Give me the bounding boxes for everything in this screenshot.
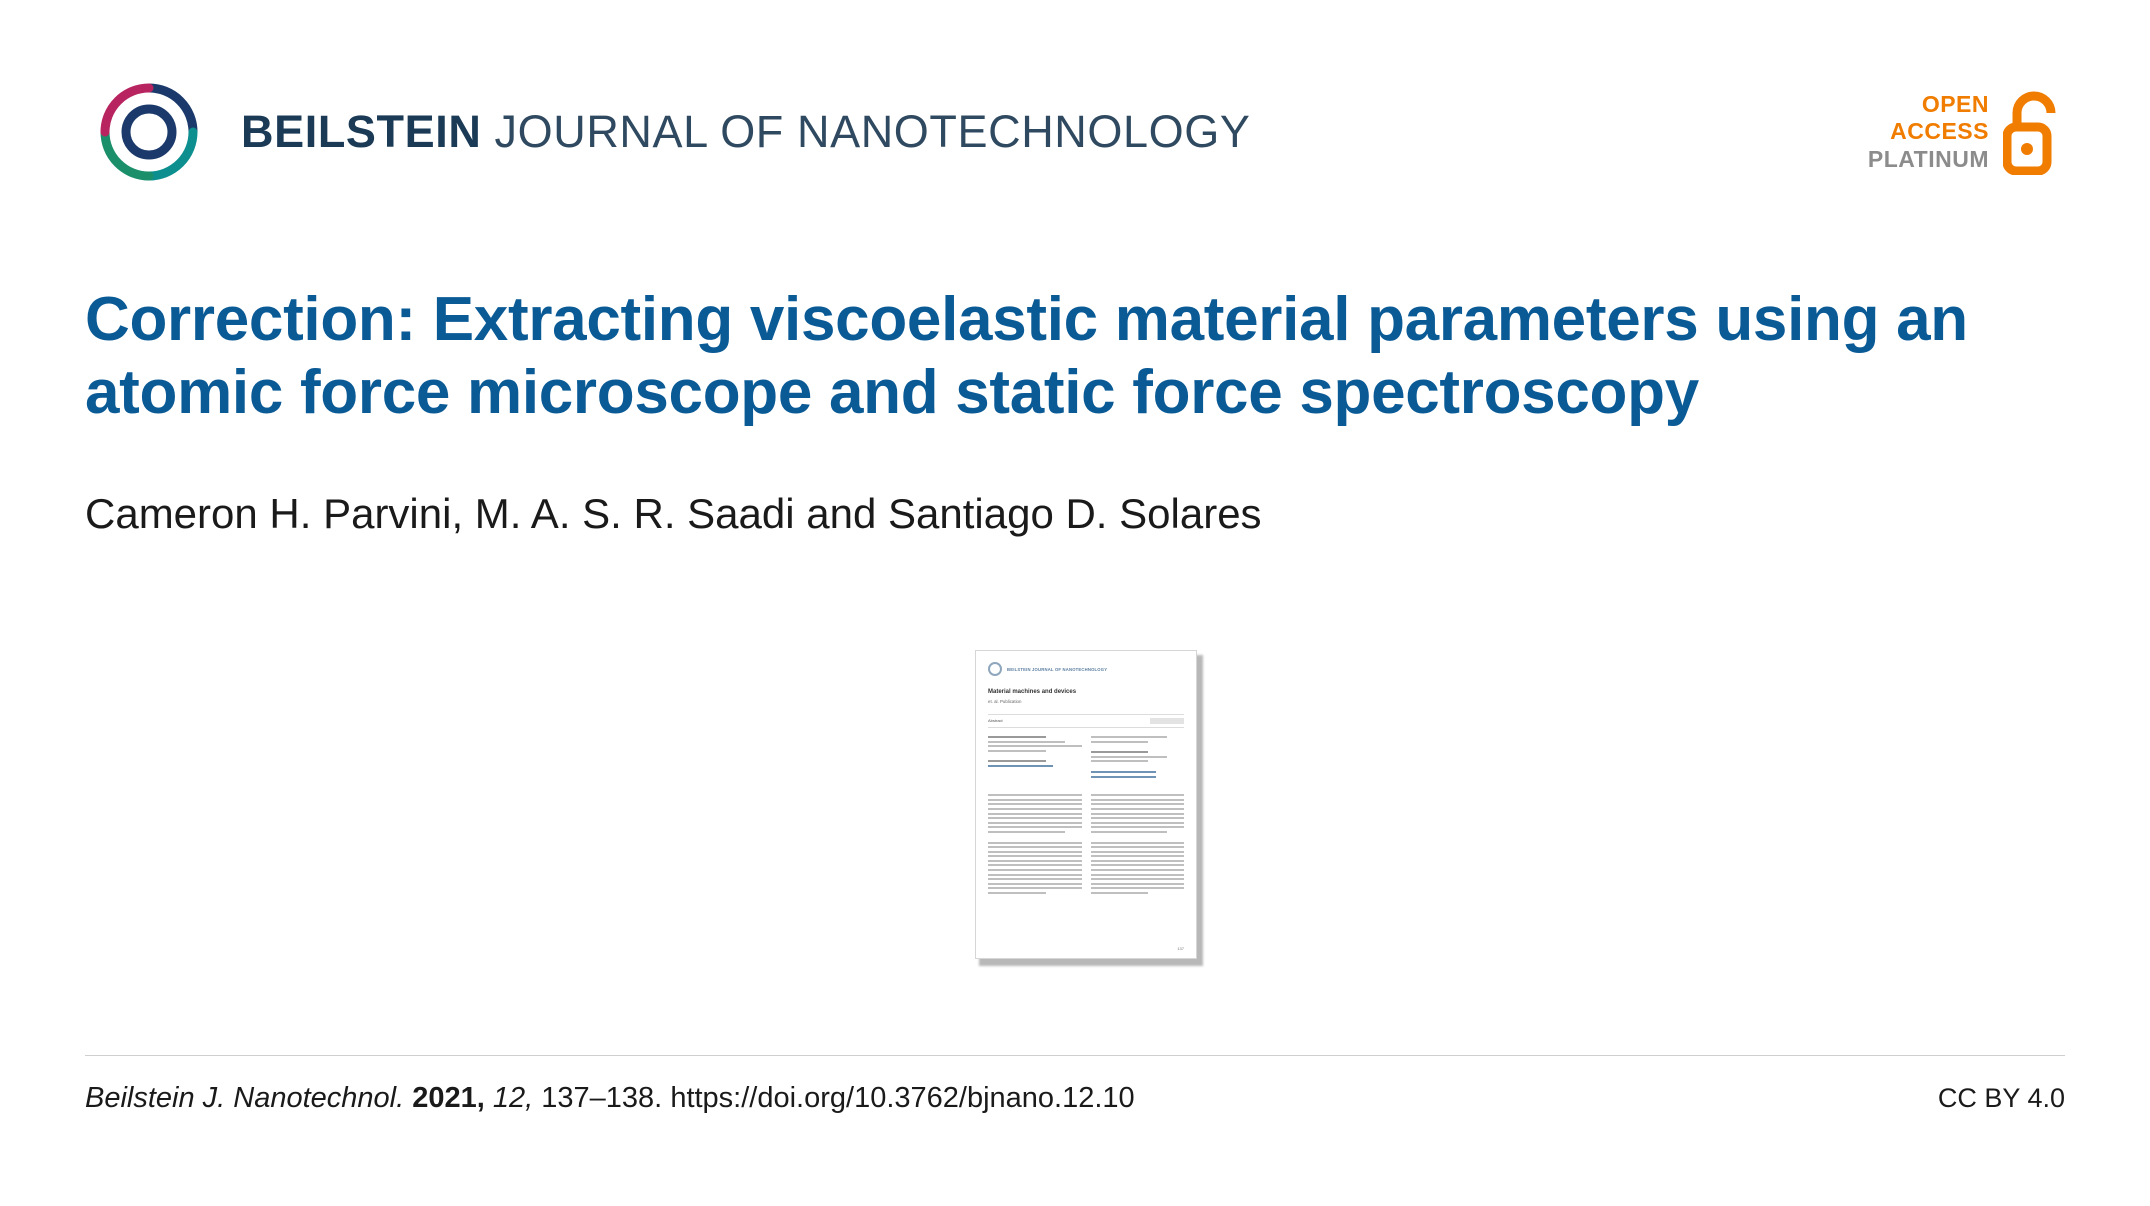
open-access-line2: ACCESS — [1890, 118, 1989, 145]
thumbnail-meta-chip — [1150, 718, 1184, 724]
thumbnail-page-number: 137 — [1177, 946, 1184, 951]
open-access-text — [1868, 91, 1989, 172]
open-access-badge — [1868, 86, 2065, 178]
thumbnail-header — [988, 661, 1184, 677]
thumbnail-logo-text: BEILSTEIN JOURNAL OF NANOTECHNOLOGY — [1007, 666, 1108, 672]
thumbnail-meta-columns — [988, 736, 1184, 780]
citation-journal: Beilstein J. Nanotechnol. — [85, 1082, 405, 1114]
license-label: CC BY 4.0 — [1937, 1083, 2065, 1113]
page-header — [85, 72, 2065, 192]
thumbnail-body-col-left — [988, 794, 1082, 896]
citation-doi-link[interactable]: https://doi.org/10.3762/bjnano.12.10 — [670, 1082, 1135, 1114]
thumbnail-meta-label: Abstract — [988, 718, 1003, 723]
journal-brand — [85, 72, 1250, 192]
open-access-line1: OPEN — [1921, 91, 1989, 118]
thumbnail-meta-col-left — [988, 736, 1082, 780]
citation-line — [85, 1082, 1135, 1115]
open-lock-icon — [2003, 89, 2065, 175]
thumbnail-page — [975, 650, 1197, 959]
open-access-line3: PLATINUM — [1867, 145, 1989, 172]
thumbnail-logo-icon — [988, 662, 1002, 676]
thumbnail-body-col-right — [1091, 794, 1185, 896]
journal-title-bold: BEILSTEIN — [241, 106, 482, 157]
thumbnail-meta-col-right — [1091, 736, 1185, 780]
thumbnail-subheading: et. al. Publication — [988, 699, 1022, 704]
journal-title — [241, 106, 1250, 158]
author-list: Cameron H. Parvini, M. A. S. R. Saadi and Santiago D. Solares — [85, 490, 1262, 537]
thumbnail-heading: Material machines and devices — [988, 689, 1077, 695]
footer-divider — [85, 1055, 2065, 1056]
page-title: Correction: Extracting viscoelastic material parameters using an atomic force microscope and static force spectroscopy — [85, 285, 1968, 428]
thumbnail-body-columns — [988, 794, 1184, 896]
thumbnail-meta — [988, 714, 1184, 728]
beilstein-swirl-logo-icon — [85, 72, 213, 192]
article-thumbnail[interactable] — [975, 650, 1203, 966]
citation-volume: 12, — [492, 1082, 534, 1114]
journal-title-light: JOURNAL OF NANOTECHNOLOGY — [481, 106, 1251, 157]
citation-pages: 137–138. — [541, 1082, 663, 1114]
citation-year: 2021, — [412, 1082, 485, 1114]
